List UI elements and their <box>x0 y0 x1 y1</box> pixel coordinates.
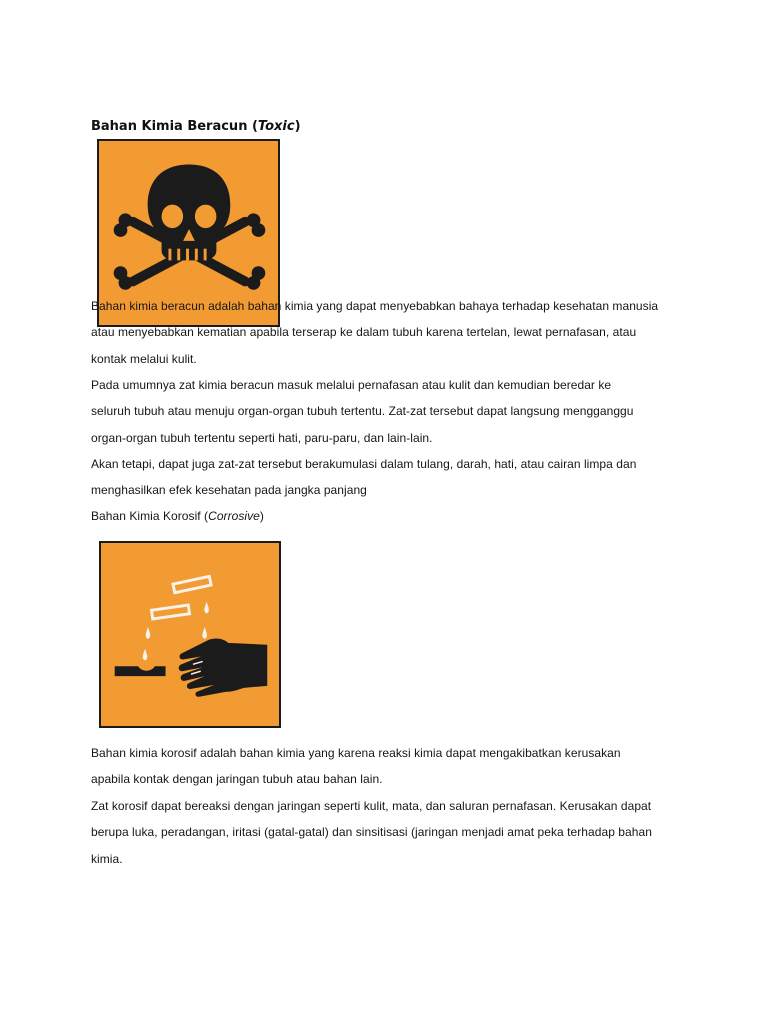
heading-corrosive-text: Bahan Kimia Korosif ( <box>91 509 209 523</box>
toxic-paragraph-3 <box>91 451 691 504</box>
heading-corrosive-close: ) <box>259 509 264 523</box>
corrosive-hand-icon <box>101 543 279 726</box>
text-line: seluruh tubuh atau menuju organ-organ tubuh tertentu. Zat-zat tersebut dapat langsung mengganggu <box>91 404 634 419</box>
heading-toxic <box>91 118 301 136</box>
text-line: berupa luka, peradangan, iritasi (gatal-gatal) dan sinsitisasi (jaringan menjadi amat peka terhadap bahan <box>91 825 652 840</box>
heading-toxic-text: Bahan Kimia Beracun ( <box>91 119 258 134</box>
corrosive-paragraph-2 <box>91 793 691 872</box>
heading-toxic-emphasis: Toxic <box>257 119 295 134</box>
text-line: Pada umumnya zat kimia beracun masuk melalui pernafasan atau kulit dan kemudian beredar ke <box>91 378 612 392</box>
text-line: Bahan kimia beracun adalah bahan kimia yang dapat menyebabkan bahaya terhadap kesehatan manusia <box>91 299 659 313</box>
text-line: kontak melalui kulit. <box>91 351 197 366</box>
text-line: atau menyebabkan kematian apabila terserap ke dalam tubuh karena tertelan, lewat pernafasan, atau <box>91 325 637 340</box>
text-line: kimia. <box>91 851 123 866</box>
corrosive-paragraph-1 <box>91 740 691 793</box>
text-line: apabila kontak dengan jaringan tubuh atau bahan lain. <box>91 772 383 787</box>
toxic-paragraph-1 <box>91 293 691 372</box>
heading-toxic-close: ) <box>294 119 301 134</box>
text-line: Zat korosif dapat bereaksi dengan jaringan seperti kulit, mata, dan saluran pernafasan. Kerusakan dapat <box>91 799 652 813</box>
text-line: organ-organ tubuh tertentu seperti hati, paru-paru, dan lain-lain. <box>91 430 433 445</box>
corrosive-hazard-sign <box>99 541 281 728</box>
toxic-paragraph-2 <box>91 372 691 451</box>
heading-corrosive-emphasis: Corrosive <box>208 509 260 523</box>
text-line: menghasilkan efek kesehatan pada jangka panjang <box>91 483 367 498</box>
heading-corrosive <box>91 503 691 529</box>
text-line: Akan tetapi, dapat juga zat-zat tersebut berakumulasi dalam tulang, darah, hati, atau cairan limpa dan <box>91 457 637 471</box>
text-line: Bahan kimia korosif adalah bahan kimia yang karena reaksi kimia dapat mengakibatkan kerusakan <box>91 746 621 760</box>
